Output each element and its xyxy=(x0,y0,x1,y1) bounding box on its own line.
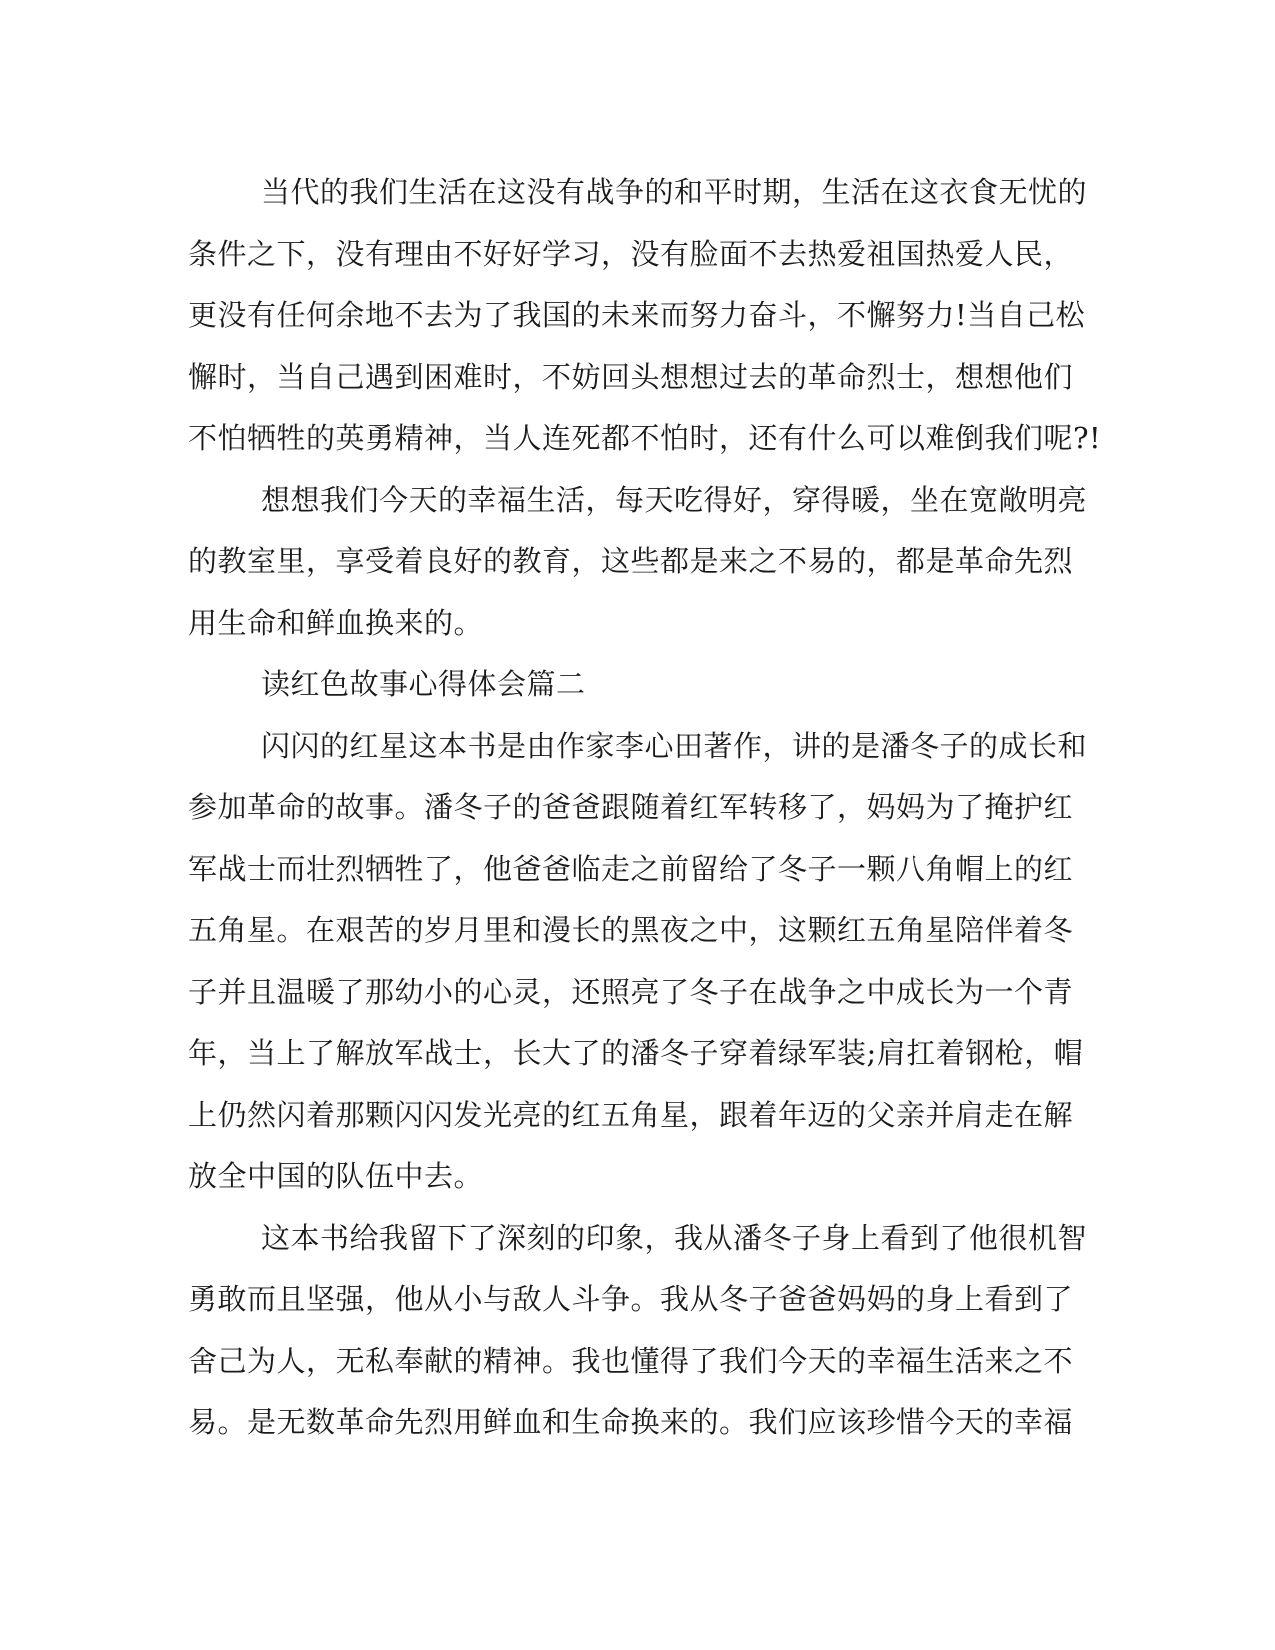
paragraph-1 xyxy=(188,162,1102,470)
text-line: 想想我们今天的幸福生活，每天吃得好，穿得暖，坐在宽敞明亮 xyxy=(261,482,1088,517)
text-line: 易。是无数革命先烈用鲜血和生命换来的。我们应该珍惜今天的幸福 xyxy=(188,1405,1074,1439)
text-line: 子并且温暖了那幼小的心灵，还照亮了冬子在战争之中成长为一个青 xyxy=(188,974,1074,1009)
text-line: 五角星。在艰苦的岁月里和漫长的黑夜之中，这颗红五角星陪伴着冬 xyxy=(188,913,1074,947)
text-line: 不怕牺牲的英勇精神，当人连死都不怕时，还有什么可以难倒我们呢?! xyxy=(188,421,1102,455)
text-line: 年，当上了解放军战士，长大了的潘冬子穿着绿军装;肩扛着钢枪，帽 xyxy=(188,1036,1084,1070)
text-line: 军战士而壮烈牺牲了，他爸爸临走之前留给了冬子一颗八角帽上的红 xyxy=(188,851,1074,886)
text-line: 懈时，当自己遇到困难时，不妨回头想想过去的革命烈士，想想他们 xyxy=(188,359,1074,394)
text-line: 这本书给我留下了深刻的印象，我从潘冬子身上看到了他很机智 xyxy=(261,1220,1088,1255)
paragraph-4 xyxy=(188,1208,1088,1454)
text-line: 参加革命的故事。潘冬子的爸爸跟随着红军转移了，妈妈为了掩护红 xyxy=(188,790,1074,824)
text-line: 更没有任何余地不去为了我国的未来而努力奋斗，不懈努力!当自己松 xyxy=(188,298,1086,332)
text-line: 的教室里，享受着良好的教育，这些都是来之不易的，都是革命先烈 xyxy=(188,544,1074,578)
section-heading xyxy=(188,654,1088,716)
text-line: 闪闪的红星这本书是由作家李心田著作，讲的是潘冬子的成长和 xyxy=(261,728,1088,763)
text-line: 上仍然闪着那颗闪闪发光亮的红五角星，跟着年迈的父亲并肩走在解 xyxy=(188,1097,1074,1132)
text-line: 用生命和鲜血换来的。 xyxy=(188,605,484,640)
document-page xyxy=(188,162,1102,1454)
text-line: 舍己为人，无私奉献的精神。我也懂得了我们今天的幸福生活来之不 xyxy=(188,1343,1074,1378)
text-line: 条件之下，没有理由不好好学习，没有脸面不去热爱祖国热爱人民， xyxy=(188,236,1074,271)
text-line: 放全中国的队伍中去。 xyxy=(188,1159,484,1193)
heading-text: 读红色故事心得体会篇二 xyxy=(261,667,586,701)
paragraph-3 xyxy=(188,716,1088,1208)
text-line: 勇敢而且坚强，他从小与敌人斗争。我从冬子爸爸妈妈的身上看到了 xyxy=(188,1282,1074,1316)
text-line: 当代的我们生活在这没有战争的和平时期，生活在这衣食无忧的 xyxy=(261,175,1088,209)
paragraph-2 xyxy=(188,470,1088,655)
